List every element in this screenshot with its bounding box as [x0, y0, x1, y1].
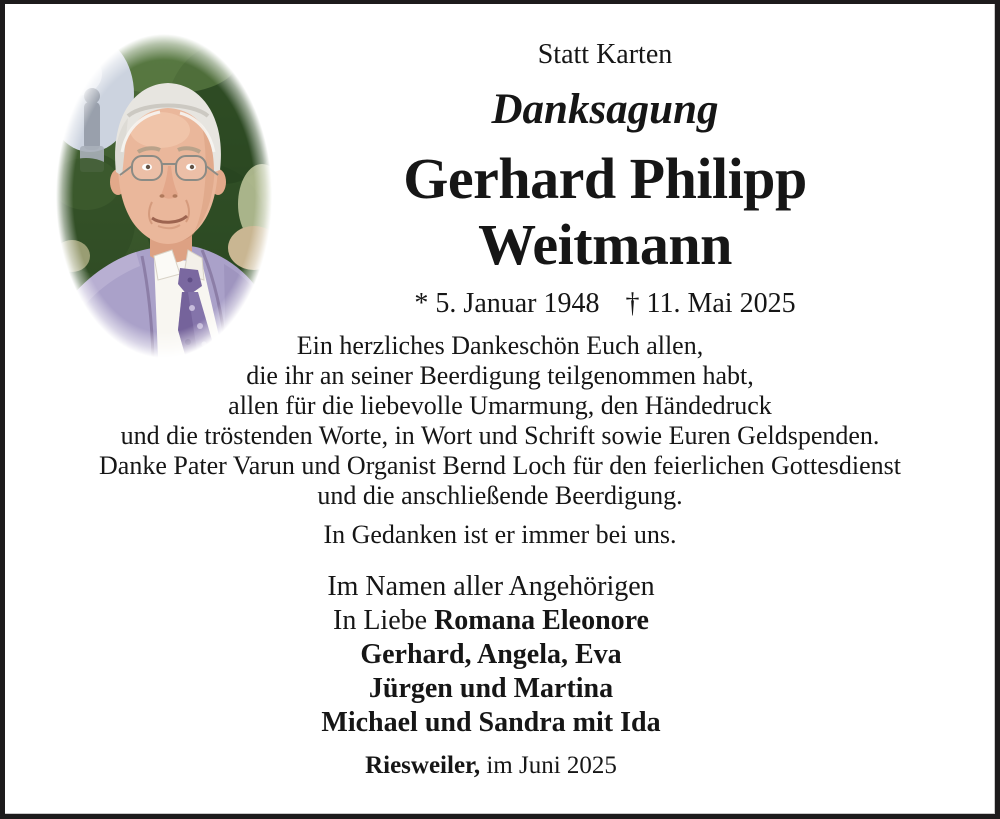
thanks-line: und die anschließende Beerdigung. [317, 481, 683, 510]
birth-date: * 5. Januar 1948 [414, 288, 600, 319]
family-line: Jürgen und Martina [368, 673, 614, 704]
remembrance-line: In Gedanken ist er immer bei uns. [323, 520, 677, 549]
closing-line [5, 752, 977, 780]
family-line [5, 604, 977, 638]
family-block [5, 570, 977, 740]
thanks-line: allen für die liebevolle Umarmung, den Händedruck [228, 391, 772, 420]
notice-title: Danksagung [491, 86, 719, 133]
deceased-name-line2: Weitmann [478, 212, 732, 277]
thanks-line: die ihr an seiner Beerdigung teilgenommen habt, [246, 361, 754, 390]
closing-date: im Juni 2025 [480, 752, 617, 779]
thanks-text [5, 331, 995, 511]
notice-header [210, 40, 1000, 320]
in-love-prefix: In Liebe [333, 605, 435, 636]
life-dates [210, 288, 1000, 320]
death-date: † 11. Mai 2025 [625, 288, 796, 319]
pre-title: Statt Karten [537, 39, 673, 70]
family-intro: Im Namen aller Angehörigen [327, 571, 655, 602]
thanks-line: und die tröstenden Worte, in Wort und Schrift sowie Euren Geldspenden. [120, 421, 880, 450]
thanks-line: Danke Pater Varun und Organist Bernd Loch für den feierlichen Gottesdienst [99, 451, 901, 480]
deceased-name-line1: Gerhard Philipp [403, 146, 807, 211]
thanks-line: Ein herzliches Dankeschön Euch allen, [296, 331, 704, 360]
closing-place: Riesweiler, [365, 752, 481, 779]
family-line: Gerhard, Angela, Eva [360, 639, 622, 670]
family-line: Michael und Sandra mit Ida [321, 707, 661, 738]
family-first-names: Romana Eleonore [434, 605, 649, 636]
